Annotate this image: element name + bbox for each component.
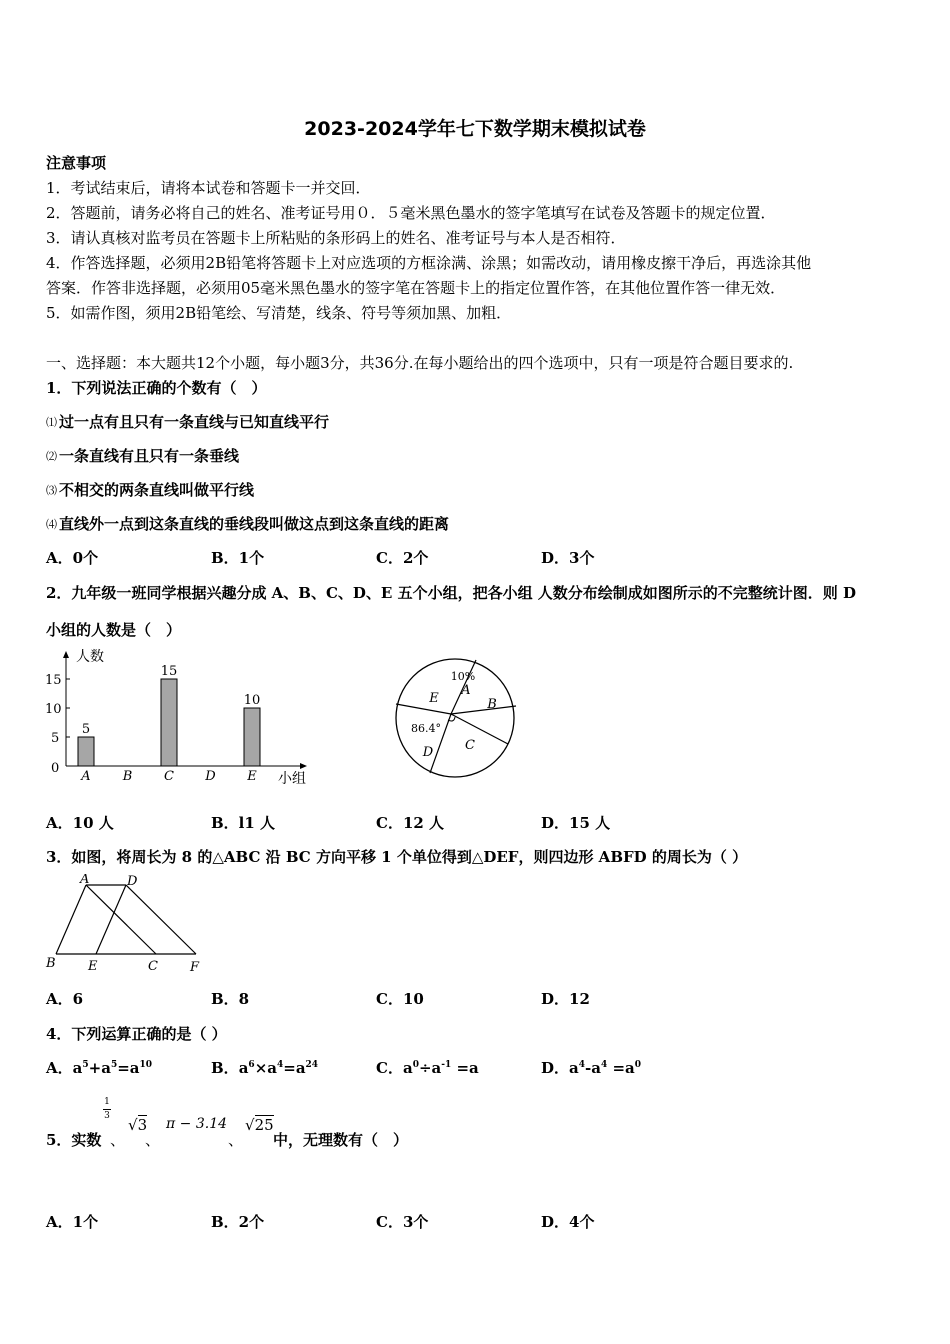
sqrt-25 (245, 1116, 274, 1134)
question-3-stem: 3．如图，将周长为 8 的△ABC 沿 BC 方向平移 1 个单位得到△DEF，则四边形 ABFD 的周长为（ ） (46, 848, 748, 866)
q1-option-d[interactable]: D．3个 (541, 549, 595, 567)
q2-option-c[interactable]: C．12 人 (376, 814, 445, 832)
expr-part: a (238, 1059, 249, 1077)
expr-part: a (72, 1059, 83, 1077)
slice-label-a: A (461, 683, 471, 698)
exponent: 4 (600, 1060, 608, 1070)
note-item: 5．如需作图，须用2B铅笔绘、写清楚，线条、符号等须加黑、加粗． (46, 304, 512, 322)
note-item: 答案．作答非选择题，必须用05毫米黑色墨水的签字笔在答题卡上的指定位置作答，在其他位置作答一律无效． (46, 279, 786, 297)
q4-option-b[interactable] (211, 1057, 318, 1078)
pie-chart (388, 652, 522, 786)
radical-sign: √ (245, 1116, 255, 1134)
statement-text: 一条直线有且只有一条垂线 (59, 447, 240, 465)
x-axis-arrow (300, 763, 307, 769)
separator: 、 (228, 1131, 244, 1149)
question-4-stem: 4．下列运算正确的是（ ） (46, 1025, 227, 1043)
statement-3 (46, 479, 254, 500)
expr-part: a (402, 1059, 413, 1077)
statement-text: 不相交的两条直线叫做平行线 (59, 481, 255, 499)
radicand: 3 (137, 1116, 148, 1134)
slice-boundary (451, 714, 508, 744)
expr-part: -a (585, 1059, 601, 1077)
bar-data-label: 10 (243, 693, 261, 708)
question-5-stem-start: 5．实数 (46, 1131, 102, 1149)
option-letter: C． (376, 1059, 403, 1077)
expr-part: a (569, 1059, 579, 1077)
x-tick-label: E (247, 769, 257, 784)
bar-c (161, 679, 177, 766)
q4-option-d[interactable] (541, 1057, 641, 1078)
slice-boundary (396, 704, 451, 714)
expr-part: =a (283, 1059, 306, 1077)
y-axis-arrow (63, 651, 69, 658)
pi-expression: π − 3.14 (166, 1116, 228, 1132)
exponent: 5 (82, 1060, 89, 1070)
q5-option-c[interactable]: C．3个 (376, 1213, 429, 1231)
point-label-e: E (88, 959, 98, 974)
separator: 、 (145, 1131, 161, 1149)
q5-option-d[interactable]: D．4个 (541, 1213, 595, 1231)
question-2-stem: 2．九年级一班同学根据兴趣分成 A、B、C、D、E 五个小组，把各小组 人数分布绘制成如图所示的不完整统计图．则 D (46, 584, 857, 602)
q1-option-b[interactable]: B．1个 (211, 549, 265, 567)
bar-chart (44, 644, 324, 794)
note-item: 2．答题前，请务必将自己的姓名、准考证号用０．５毫米黑色墨水的签字笔填写在试卷及答题卡的规定位置． (46, 204, 776, 222)
x-axis-label: 小组 (278, 771, 306, 787)
q4-option-a[interactable] (46, 1057, 152, 1078)
exponent: 24 (305, 1060, 319, 1070)
x-tick-label: C (164, 769, 174, 784)
slice-d-angle: 86.4° (411, 722, 441, 735)
q2-option-b[interactable]: B．l1 人 (211, 814, 276, 832)
expr-part: =a (607, 1059, 635, 1077)
bar-data-label: 15 (160, 664, 178, 679)
q5-option-b[interactable]: B．2个 (211, 1213, 265, 1231)
statement-2 (46, 445, 239, 466)
y-axis-label: 人数 (76, 649, 104, 665)
exponent: 5 (110, 1060, 118, 1070)
q5-option-a[interactable]: A．1个 (46, 1213, 99, 1231)
q4-option-c[interactable] (376, 1057, 479, 1078)
radical-sign: √ (128, 1116, 138, 1134)
slice-label-d: D (422, 745, 434, 760)
exponent: 4 (276, 1060, 284, 1070)
segment-df (126, 885, 196, 954)
question-2-stem-cont: 小组的人数是（ ） (46, 621, 182, 639)
q3-option-c[interactable]: C．10 (376, 990, 424, 1008)
slice-label-b: B (487, 697, 497, 712)
bar-data-label: 5 (81, 722, 91, 737)
exponent: 6 (248, 1060, 255, 1070)
exponent: 4 (578, 1060, 586, 1070)
fraction-one-third (103, 1097, 111, 1122)
option-letter: A． (46, 1059, 73, 1077)
statement-1 (46, 411, 329, 432)
slice-boundary (451, 706, 516, 714)
slice-label-c: C (465, 738, 475, 753)
statement-text: 过一点有且只有一条直线与已知直线平行 (59, 413, 330, 431)
y-tick-label: 0 (51, 761, 60, 776)
bar-a (78, 737, 94, 766)
option-letter: D． (541, 1059, 570, 1077)
q3-option-d[interactable]: D．12 (541, 990, 590, 1008)
expr-part: ×a (254, 1059, 277, 1077)
exponent: 0 (634, 1060, 642, 1070)
exponent: 10 (139, 1060, 153, 1070)
expr-part: ÷a (418, 1059, 442, 1077)
slice-label-e: E (429, 691, 439, 706)
fraction-denominator: 3 (104, 1111, 110, 1121)
notes-heading: 注意事项 (46, 154, 107, 172)
expr-part: =a (117, 1059, 140, 1077)
expr-part: =a (451, 1059, 479, 1077)
q2-option-a[interactable]: A．10 人 (46, 814, 114, 832)
radicand: 25 (254, 1116, 274, 1134)
statement-text: 直线外一点到这条直线的垂线段叫做这点到这条直线的距离 (59, 515, 450, 533)
x-tick-label: A (81, 769, 91, 784)
section-heading: 一、选择题：本大题共12个小题，每小题3分，共36分.在每小题给出的四个选项中，只有一项是符合题目要求的. (46, 354, 794, 372)
point-label-a: A (80, 874, 90, 887)
point-label-b: B (46, 956, 56, 971)
point-label-f: F (190, 960, 200, 975)
segment-ab (56, 885, 86, 954)
point-label-c: C (148, 959, 158, 974)
q1-option-a[interactable]: A．0个 (46, 549, 99, 567)
option-letter: B． (211, 1059, 239, 1077)
q1-option-c[interactable]: C．2个 (376, 549, 429, 567)
note-item: 1．考试结束后，请将本试卷和答题卡一并交回． (46, 179, 371, 197)
translation-figure (44, 874, 214, 976)
fraction-numerator: 1 (104, 1097, 110, 1107)
y-tick-label: 10 (45, 702, 62, 717)
point-label-d: D (127, 874, 138, 889)
q3-option-a[interactable]: A．6 (46, 990, 84, 1008)
exponent: 0 (412, 1060, 419, 1070)
statement-number: ⑶ (46, 484, 57, 497)
question-1-stem: 1．下列说法正确的个数有（ ） (46, 379, 267, 397)
note-item: 3．请认真核对监考员在答题卡上所粘贴的条形码上的姓名、准考证号与本人是否相符． (46, 229, 626, 247)
page-title: 2023-2024学年七下数学期末模拟试卷 (304, 118, 646, 140)
q3-option-b[interactable]: B．8 (211, 990, 250, 1008)
statement-4 (46, 513, 449, 534)
y-tick-label: 5 (51, 731, 60, 746)
statement-number: ⑴ (46, 416, 57, 429)
expr-part: +a (88, 1059, 111, 1077)
x-tick-label: B (122, 769, 133, 784)
fraction-bar (103, 1109, 111, 1110)
separator: 、 (110, 1131, 126, 1149)
statement-number: ⑵ (46, 450, 57, 463)
x-tick-label: D (205, 769, 216, 784)
q2-option-d[interactable]: D．15 人 (541, 814, 611, 832)
slice-a-percent: 10% (450, 670, 476, 683)
note-item: 4．作答选择题，必须用2B铅笔将答题卡上对应选项的方框涂满、涂黑；如需改动，请用橡皮擦干净后，再选涂其他 (46, 254, 812, 272)
exponent: -1 (441, 1060, 452, 1070)
y-tick-label: 15 (45, 673, 62, 688)
question-5-stem-end: 中，无理数有（ ） (273, 1131, 409, 1149)
bar-e (244, 708, 260, 766)
statement-number: ⑷ (46, 518, 57, 531)
